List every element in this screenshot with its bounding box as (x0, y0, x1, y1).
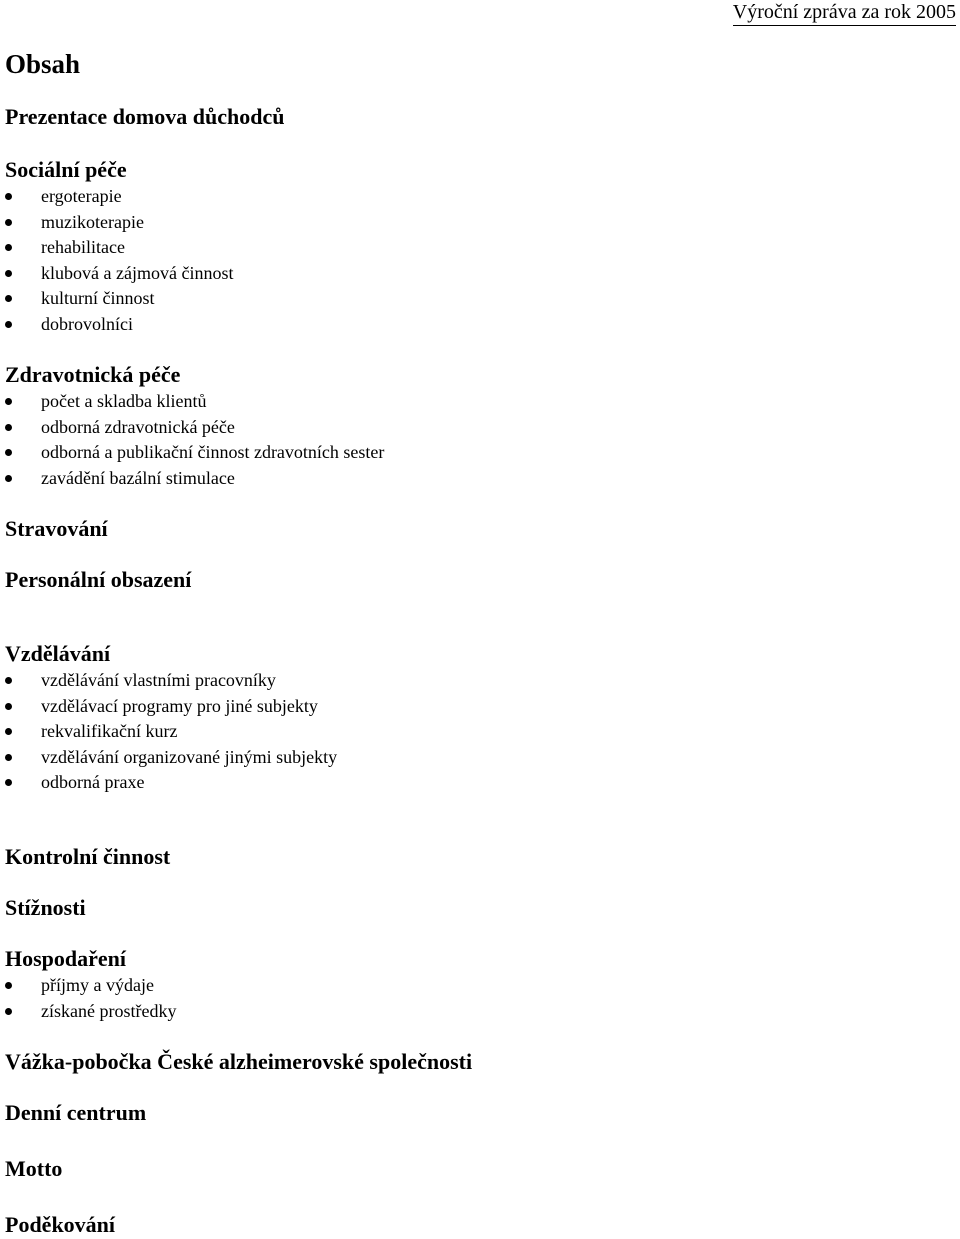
list-item (5, 770, 337, 796)
list-item-label: zavádění bazální stimulace (41, 467, 235, 488)
list-item (5, 745, 337, 771)
toc-section-title: Vzdělávání (5, 641, 111, 666)
bullet-icon (5, 703, 12, 710)
bullet-icon (5, 219, 12, 226)
bullet-icon (5, 449, 12, 456)
list-item-label: muzikoterapie (41, 211, 144, 232)
bullet-icon (5, 1008, 12, 1015)
list-item (5, 999, 176, 1025)
list-item (5, 973, 176, 999)
toc-item-list (5, 184, 233, 337)
toc-section (5, 1099, 146, 1127)
toc-section-title: Denní centrum (5, 1100, 147, 1125)
toc-section (5, 361, 384, 491)
list-item-label: ergoterapie (41, 186, 122, 206)
toc-section (5, 894, 86, 922)
toc-section-title: Personální obsazení (5, 567, 192, 592)
toc-section-title: Hospodaření (5, 946, 127, 971)
list-item (5, 312, 233, 338)
list-item-label: odborná praxe (41, 772, 145, 792)
list-item-label: vzdělávání vlastními pracovníky (41, 670, 276, 690)
list-item-label: rehabilitace (41, 237, 125, 257)
bullet-icon (5, 270, 12, 277)
toc-section (5, 843, 170, 871)
list-item (5, 286, 233, 312)
list-item-label: odborná zdravotnická péče (41, 416, 235, 437)
bullet-icon (5, 193, 12, 200)
list-item (5, 184, 233, 210)
bullet-icon (5, 475, 12, 482)
list-item (5, 389, 384, 415)
bullet-icon (5, 398, 12, 405)
running-header: Výroční zpráva za rok 2005 (733, 0, 956, 26)
list-item-label: odborná a publikační činnost zdravotních sester (41, 442, 385, 462)
toc-item-list (5, 973, 176, 1024)
list-item-label: rekvalifikační kurz (41, 721, 178, 741)
toc-section (5, 566, 191, 594)
list-item-label: kulturní činnost (41, 288, 155, 308)
bullet-icon (5, 424, 12, 431)
list-item (5, 261, 233, 287)
toc-section (5, 1155, 62, 1183)
list-item-label: příjmy a výdaje (41, 975, 154, 995)
toc-section (5, 1048, 472, 1076)
bullet-icon (5, 982, 12, 989)
toc-section (5, 1211, 115, 1239)
toc-section-title: Stravování (5, 516, 108, 541)
bullet-icon (5, 754, 12, 761)
toc-section-title: Vážka-pobočka České alzheimerovské společnosti (5, 1049, 473, 1074)
toc-item-list (5, 389, 384, 491)
toc-section-title: Motto (5, 1156, 63, 1181)
list-item (5, 210, 233, 236)
list-item (5, 415, 384, 441)
list-item (5, 694, 337, 720)
toc-section-title: Stížnosti (5, 895, 86, 920)
bullet-icon (5, 779, 12, 786)
list-item (5, 235, 233, 261)
toc-section (5, 945, 176, 1024)
toc-section-title: Zdravotnická péče (5, 362, 181, 387)
toc-section-title: Kontrolní činnost (5, 844, 171, 869)
toc-section (5, 156, 233, 337)
list-item (5, 668, 337, 694)
toc-title: Obsah (5, 49, 81, 79)
toc-section (5, 515, 108, 543)
toc-section-title: Sociální péče (5, 157, 127, 182)
list-item-label: získané prostředky (41, 1000, 177, 1021)
toc-item-list (5, 668, 337, 796)
toc-section (5, 103, 284, 131)
bullet-icon (5, 677, 12, 684)
list-item-label: dobrovolníci (41, 313, 133, 334)
toc-section-title: Poděkování (5, 1212, 116, 1237)
toc-page (5, 44, 960, 1237)
list-item-label: vzdělávací programy pro jiné subjekty (41, 695, 318, 716)
bullet-icon (5, 321, 12, 328)
list-item (5, 440, 384, 466)
bullet-icon (5, 295, 12, 302)
list-item-label: klubová a zájmová činnost (41, 262, 234, 283)
bullet-icon (5, 244, 12, 251)
toc-section (5, 640, 337, 796)
list-item (5, 466, 384, 492)
toc-section-title: Prezentace domova důchodců (5, 104, 285, 129)
list-item-label: vzdělávání organizované jinými subjekty (41, 746, 338, 767)
list-item (5, 719, 337, 745)
bullet-icon (5, 728, 12, 735)
list-item-label: počet a skladba klientů (41, 391, 207, 411)
